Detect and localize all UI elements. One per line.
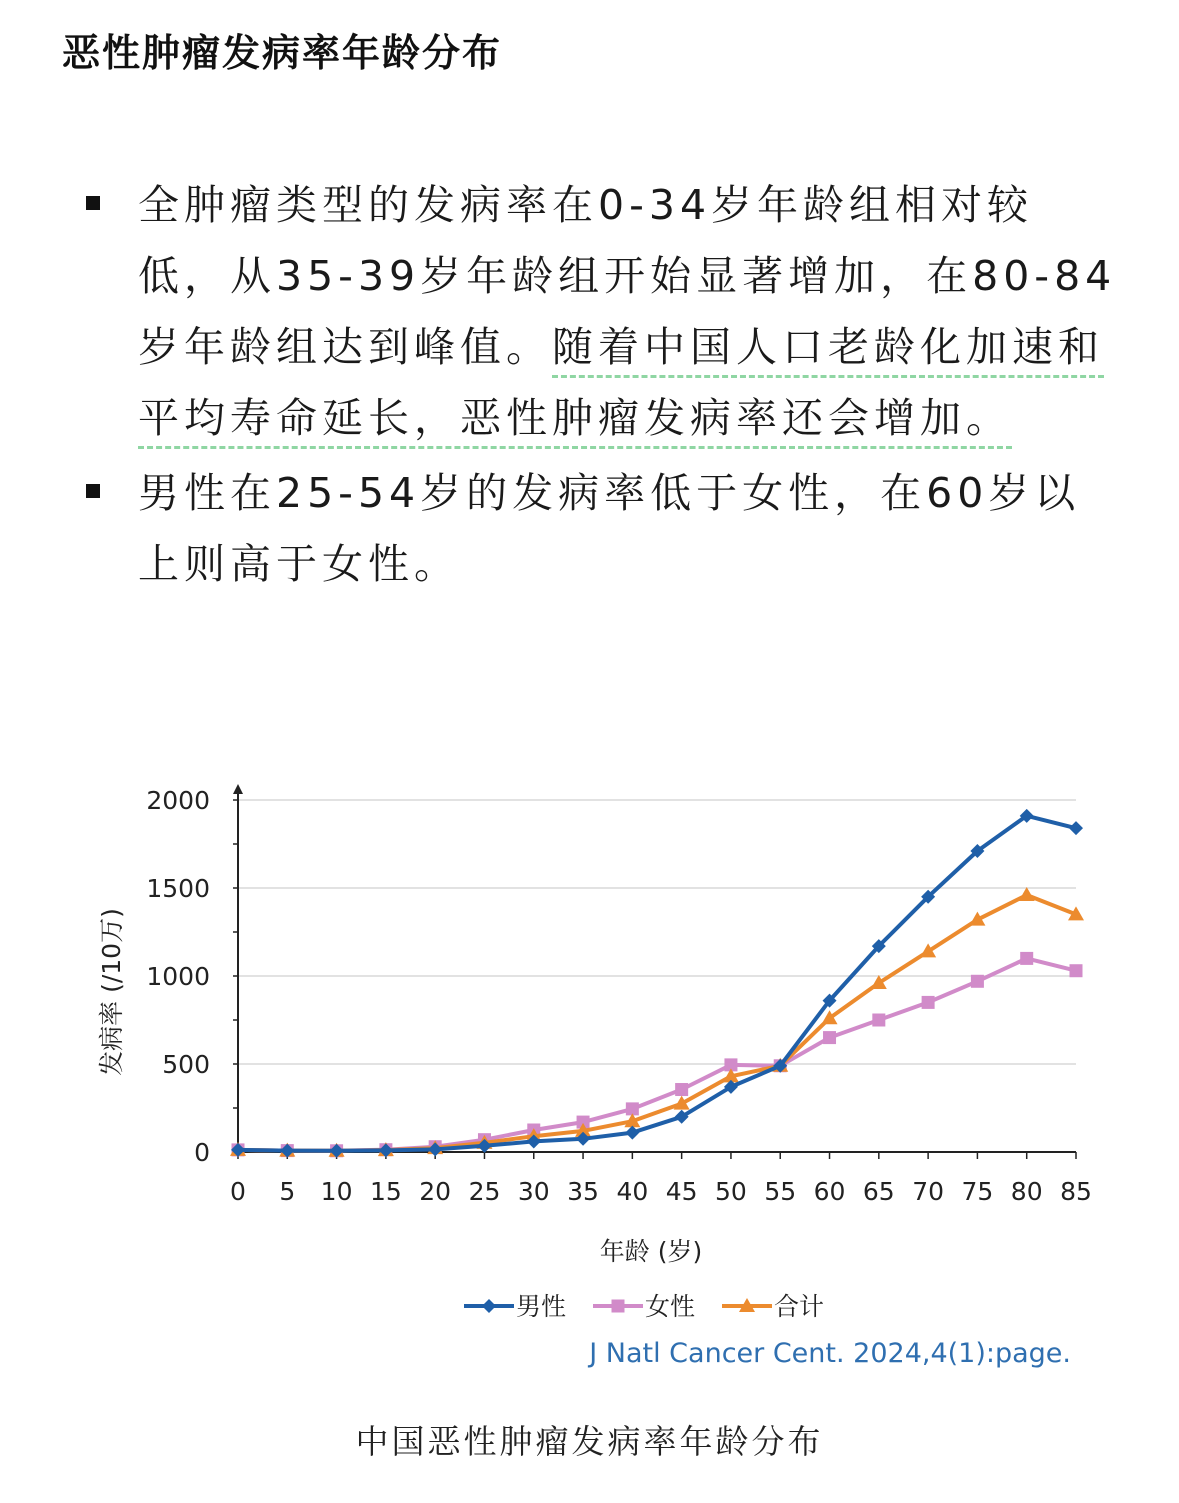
series-line — [238, 895, 1076, 1151]
y-axis-label: 发病率 (/10万) — [97, 908, 126, 1076]
x-tick-label: 70 — [912, 1177, 945, 1206]
legend-marker-icon — [612, 1300, 625, 1313]
bullet-list — [0, 170, 1179, 600]
grid-lines — [238, 800, 1076, 1064]
x-tick-label: 40 — [616, 1177, 649, 1206]
data-point — [971, 975, 984, 988]
data-point — [922, 996, 935, 1009]
y-tick-label: 0 — [194, 1138, 210, 1167]
x-tick-label: 85 — [1060, 1177, 1092, 1206]
legend — [464, 1292, 824, 1321]
bullet-text-plain: 男性在25-54岁的发病率低于女性，在60岁以上则高于女性。 — [138, 469, 1081, 588]
series-lines — [230, 809, 1084, 1158]
data-point — [823, 1031, 836, 1044]
legend-label: 合计 — [774, 1292, 825, 1321]
bullet-text — [138, 170, 1118, 454]
bullet-square-icon — [86, 484, 100, 498]
x-tick-label: 35 — [567, 1177, 599, 1206]
y-axis-arrow-icon — [233, 784, 243, 794]
legend-item — [593, 1292, 695, 1321]
x-tick-label: 15 — [369, 1177, 402, 1206]
bullet-item-1 — [0, 170, 1118, 454]
data-point — [872, 1014, 885, 1027]
legend-item — [722, 1292, 824, 1321]
x-tick-label: 80 — [1010, 1177, 1043, 1206]
bullet-text-plain: 全肿瘤类型的发病率在0-34岁年龄组相对较低，从35-39岁年龄组开始显著增加，在80-84岁年龄组达到峰值。 — [138, 181, 1117, 371]
chart-area — [0, 760, 1179, 1400]
bullet-item-2 — [0, 458, 1118, 600]
data-point — [675, 1083, 688, 1096]
y-tick-label: 2000 — [146, 786, 210, 815]
x-axis-label: 年龄 (岁) — [599, 1237, 703, 1266]
x-tick-label: 50 — [715, 1177, 747, 1206]
bullet-text — [138, 458, 1118, 600]
series-line — [238, 958, 1076, 1150]
data-point — [1019, 887, 1035, 901]
data-point — [1070, 964, 1083, 977]
bullet-square-icon — [86, 196, 100, 210]
data-point — [1020, 952, 1033, 965]
legend-label: 女性 — [645, 1292, 696, 1321]
legend-item — [464, 1292, 566, 1321]
incidence-line-chart — [0, 760, 1179, 1400]
axes — [233, 784, 1076, 1159]
y-tick-label: 500 — [162, 1050, 210, 1079]
data-point — [1069, 821, 1083, 835]
tick-labels — [146, 786, 1092, 1206]
legend-marker-icon — [482, 1299, 496, 1313]
x-tick-label: 20 — [419, 1177, 452, 1206]
x-tick-label: 55 — [764, 1177, 797, 1206]
x-tick-label: 65 — [862, 1177, 895, 1206]
x-tick-label: 10 — [320, 1177, 353, 1206]
x-tick-label: 60 — [813, 1177, 846, 1206]
series-triangle — [230, 887, 1084, 1157]
x-tick-label: 45 — [665, 1177, 698, 1206]
x-tick-label: 30 — [517, 1177, 550, 1206]
legend-label: 男性 — [516, 1292, 567, 1321]
data-point — [625, 1126, 639, 1140]
x-tick-label: 0 — [230, 1177, 246, 1206]
y-tick-label: 1500 — [146, 874, 210, 903]
x-tick-label: 75 — [961, 1177, 994, 1206]
y-tick-label: 1000 — [146, 962, 210, 991]
citation-link[interactable]: J Natl Cancer Cent. 2024,4(1):page. — [589, 1338, 1071, 1369]
figure-caption: 中国恶性肿瘤发病率年龄分布 — [355, 1422, 824, 1461]
page-title: 恶性肿瘤发病率年龄分布 — [62, 31, 503, 75]
x-tick-label: 25 — [468, 1177, 501, 1206]
series-diamond — [231, 809, 1083, 1158]
bullet-text-underlined[interactable]: 随着中国人口老龄化加速和平均寿命延长，恶性肿瘤发病率还会增加。 — [138, 323, 1104, 442]
x-tick-label: 5 — [279, 1177, 296, 1206]
